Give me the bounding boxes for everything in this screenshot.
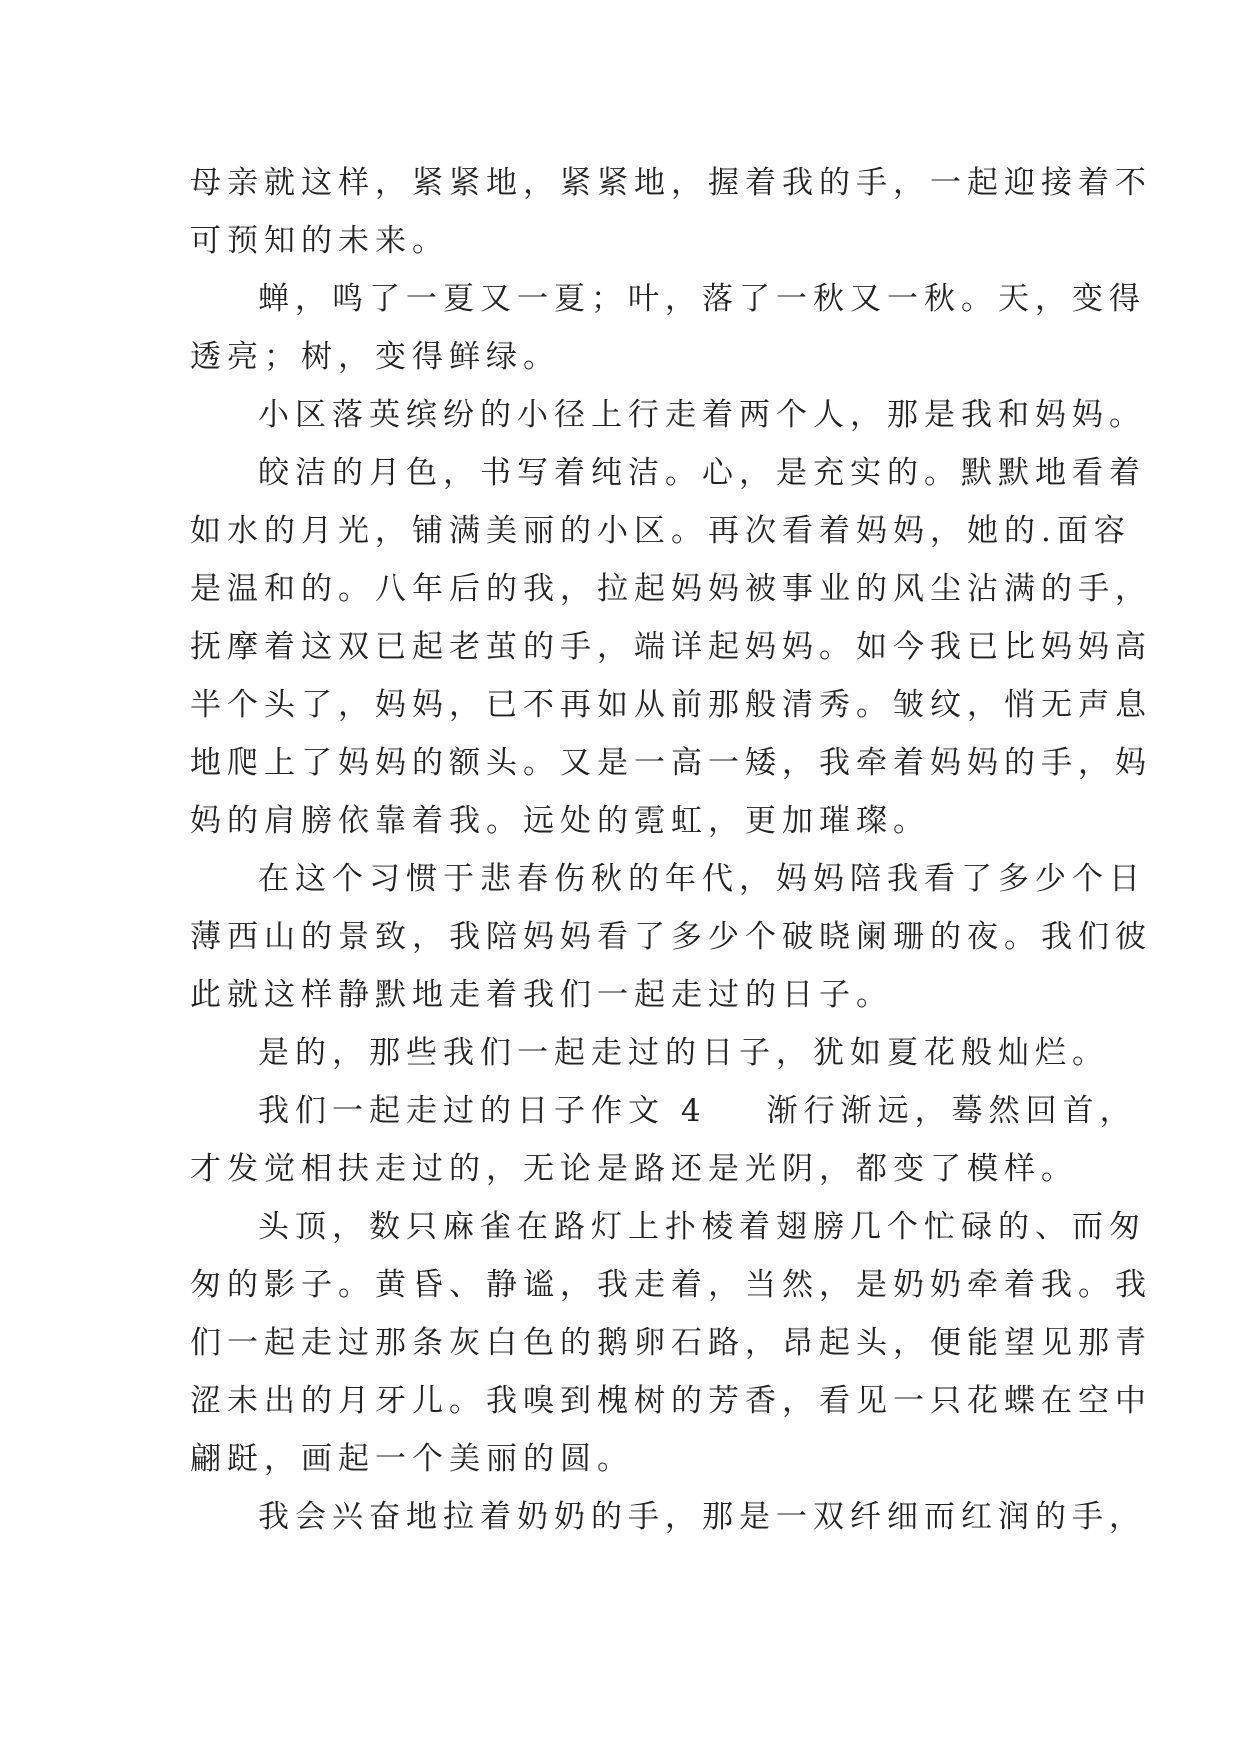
text-segment: 渐行渐远，蓦然回首， [766, 1093, 1137, 1129]
paragraph [190, 270, 1146, 386]
text-line: 透亮；树，变得鲜绿。 [190, 339, 560, 375]
document-body [190, 154, 1152, 1546]
text-line: 是的，那些我们一起走过的日子，犹如夏花般灿烂。 [258, 1035, 1109, 1071]
text-line: 母亲就这样，紧紧地，紧紧地，握着我的手，一起迎接着不 [190, 165, 1152, 201]
text-line: 头顶，数只麻雀在路灯上扑棱着翅膀几个忙碌的、而匆 [258, 1209, 1146, 1245]
text-line: 薄西山的景致，我陪妈妈看了多少个破晓阑珊的夜。我们彼 [190, 919, 1152, 955]
text-line: 们一起走过那条灰白色的鹅卵石路，昂起头，便能望见那青 [190, 1325, 1152, 1361]
text-line: 是温和的。八年后的我，拉起妈妈被事业的风尘沾满的手， [190, 571, 1152, 607]
text-line: 此就这样静默地走着我们一起走过的日子。 [190, 977, 893, 1013]
paragraph [190, 444, 1152, 850]
text-line: 半个头了，妈妈，已不再如从前那般清秀。皱纹，悄无声息 [190, 687, 1152, 723]
text-line: 蝉，鸣了一夏又一夏；叶，落了一秋又一秋。天，变得 [258, 281, 1146, 317]
paragraph [190, 386, 1146, 444]
paragraph [190, 154, 1152, 270]
text-line: 可预知的未来。 [190, 223, 449, 259]
text-line: 翩跹，画起一个美丽的圆。 [190, 1441, 634, 1477]
essay-title-line [190, 1082, 1137, 1140]
essay-title: 我们一起走过的日子作文 4 [258, 1093, 707, 1129]
text-line: 抚摩着这双已起老茧的手，端详起妈妈。如今我已比妈妈高 [190, 629, 1152, 665]
text-line: 妈的肩膀依靠着我。远处的霓虹，更加璀璨。 [190, 803, 930, 839]
text-line: 我会兴奋地拉着奶奶的手，那是一双纤细而红润的手， [258, 1499, 1146, 1535]
text-line: 涩未出的月牙儿。我嗅到槐树的芳香，看见一只花蝶在空中 [190, 1383, 1152, 1419]
text-line: 如水的月光，铺满美丽的小区。再次看着妈妈，她的.面容 [190, 513, 1131, 549]
paragraph [190, 1024, 1109, 1082]
text-line: 皎洁的月色，书写着纯洁。心，是充实的。默默地看着 [258, 455, 1146, 491]
text-line: 匆的影子。黄昏、静谧，我走着，当然，是奶奶牵着我。我 [190, 1267, 1152, 1303]
paragraph [190, 850, 1152, 1024]
text-line: 小区落英缤纷的小径上行走着两个人，那是我和妈妈。 [258, 397, 1146, 433]
text-line: 才发觉相扶走过的，无论是路还是光阴，都变了模样。 [190, 1151, 1078, 1187]
text-line: 地爬上了妈妈的额头。又是一高一矮，我牵着妈妈的手，妈 [190, 745, 1152, 781]
paragraph [190, 1488, 1146, 1546]
paragraph [190, 1198, 1152, 1488]
paragraph [190, 1082, 1137, 1198]
text-line: 在这个习惯于悲春伤秋的年代，妈妈陪我看了多少个日 [258, 861, 1146, 897]
